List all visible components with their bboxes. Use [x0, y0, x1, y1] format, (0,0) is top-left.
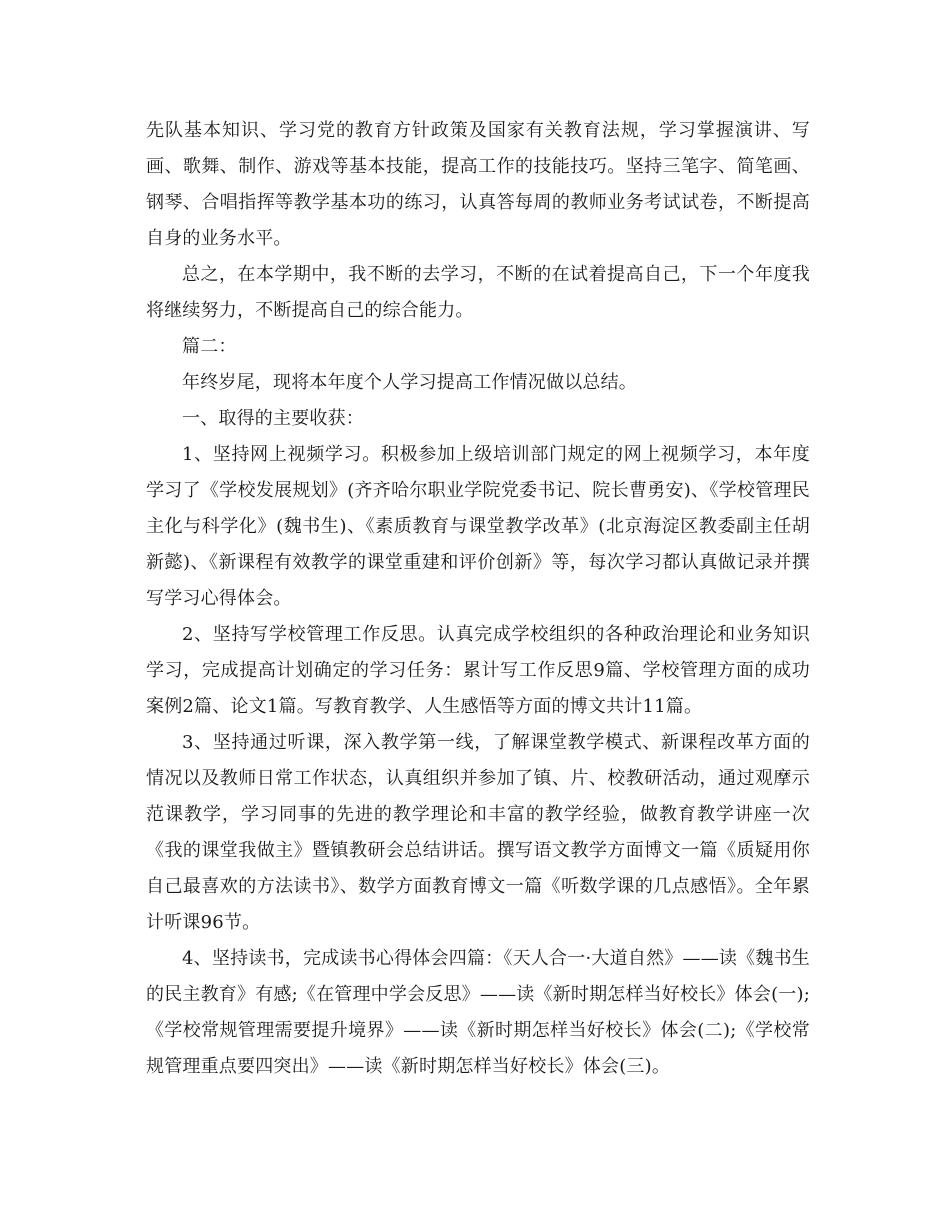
section-heading-part-two: 篇二：: [182, 336, 237, 357]
paragraph-item-2: 2、坚持写学校管理工作反思。认真完成学校组织的各种政治理论和业务知识学习，完成提高计划确定的学习任务：累计写工作反思9篇、学校管理方面的成功案例2篇、论文1篇。写教育教学、人生感悟等方面的博文共计11篇。: [146, 624, 810, 717]
paragraph-summary: 总之，在本学期中，我不断的去学习，不断的在试着提高自己，下一个年度我将继续努力，不断提高自己的综合能力。: [146, 264, 810, 321]
paragraph-item-1: 1、坚持网上视频学习。积极参加上级培训部门规定的网上视频学习，本年度学习了《学校发展规划》(齐齐哈尔职业学院党委书记、院长曹勇安)、《学校管理民主化与科学化》(魏书生)、《素质教育与课堂教学改革》(北京海淀区教委副主任胡新懿)、《新课程有效教学的课堂重建和评价创新》等，每次学习都认真做记录并撰写学习心得体会。: [146, 444, 810, 609]
paragraph-item-3: 3、坚持通过听课，深入教学第一线，了解课堂教学模式、新课程改革方面的情况以及教师日常工作状态，认真组织并参加了镇、片、校教研活动，通过观摩示范课教学，学习同事的先进的教学理论和丰富的教学经验，做教育教学讲座一次《我的课堂我做主》暨镇教研会总结讲话。撰写语文教学方面博文一篇《质疑用你自己最喜欢的方法读书》、数学方面教育博文一篇《听数学课的几点感悟》。全年累计听课96节。: [146, 732, 810, 933]
document-body: [146, 113, 810, 1085]
paragraph-item-4: 4、坚持读书，完成读书心得体会四篇：《天人合一·大道自然》——读《魏书生的民主教育》有感;《在管理中学会反思》——读《新时期怎样当好校长》体会(一);《学校常规管理需要提升境界》——读《新时期怎样当好校长》体会(二);《学校常规管理重点要四突出》——读《新时期怎样当好校长》体会(三)。: [146, 948, 810, 1077]
section-heading-main-gains: 一、取得的主要收获：: [182, 408, 364, 429]
paragraph-intro: 年终岁尾，现将本年度个人学习提高工作情况做以总结。: [182, 372, 637, 393]
paragraph-continuation: 先队基本知识、学习党的教育方针政策及国家有关教育法规，学习掌握演讲、写画、歌舞、制作、游戏等基本技能，提高工作的技能技巧。坚持三笔字、简笔画、钢琴、合唱指挥等教学基本功的练习，认真答每周的教师业务考试试卷，不断提高自身的业务水平。: [146, 120, 810, 249]
